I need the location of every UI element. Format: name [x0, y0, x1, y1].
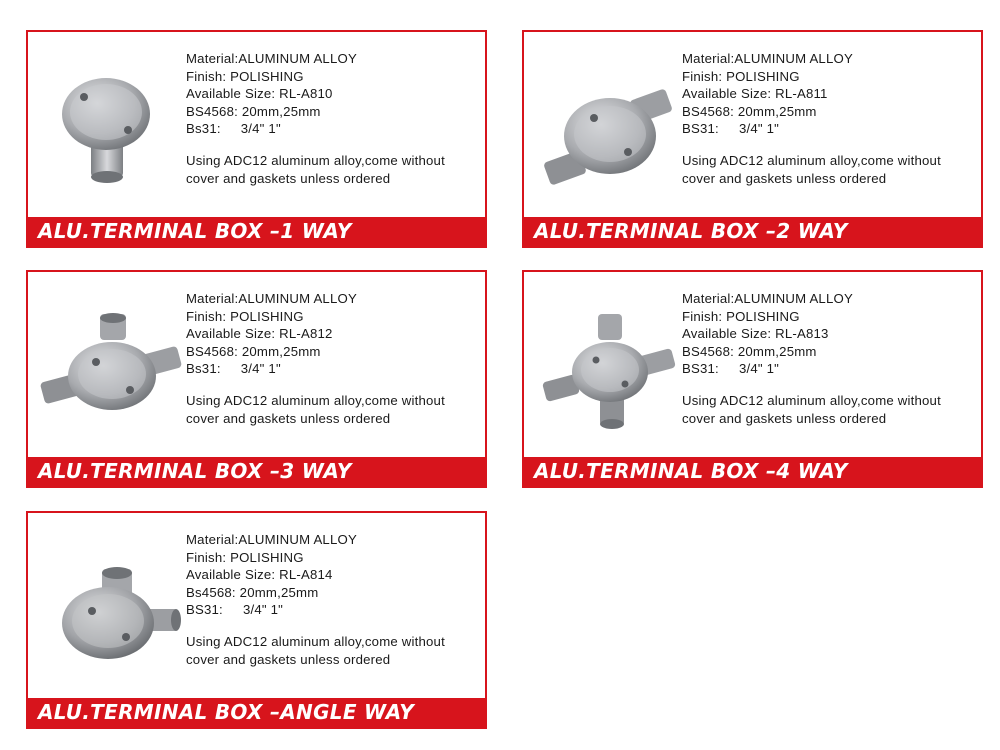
product-specs — [682, 290, 982, 427]
description-text: Using ADC12 aluminum alloy,come without cover and gaskets unless ordered — [186, 633, 445, 667]
bs31-label: BS31: — [682, 361, 719, 377]
product-specs — [186, 290, 486, 427]
bs4568-text: BS4568: 20mm,25mm — [682, 103, 817, 119]
product-card-angle-way — [26, 511, 487, 729]
bs31-label: BS31: — [682, 121, 719, 137]
product-title-banner: ALU.TERMINAL BOX –3 WAY — [28, 457, 485, 486]
bs31-row — [682, 120, 982, 138]
product-card-3-way — [26, 270, 487, 488]
description-text: Using ADC12 aluminum alloy,come without cover and gaskets unless ordered — [186, 392, 445, 426]
product-specs — [186, 531, 486, 668]
description-text: Using ADC12 aluminum alloy,come without cover and gaskets unless ordered — [682, 392, 941, 426]
product-card-2-way — [522, 30, 983, 248]
bs31-row — [186, 601, 486, 619]
material-text: Material:ALUMINUM ALLOY — [186, 51, 357, 66]
bs31-row — [186, 120, 486, 138]
available-size-text: Available Size: RL-A811 — [682, 86, 828, 102]
bs31-row — [186, 360, 486, 378]
bs31-value: 3/4" 1" — [738, 121, 780, 137]
product-card-1-way — [26, 30, 487, 248]
finish-text: Finish: POLISHING — [682, 68, 800, 84]
bs4568-text: BS4568: 20mm,25mm — [682, 343, 817, 359]
available-size-text: Available Size: RL-A812 — [186, 326, 333, 342]
product-specs — [682, 50, 982, 187]
bs31-label: BS31: — [186, 602, 223, 618]
bs31-value: 3/4" 1" — [240, 361, 281, 377]
terminal-box-3-way-photo — [36, 292, 186, 442]
product-title-banner: ALU.TERMINAL BOX –ANGLE WAY — [28, 698, 485, 727]
material-text: Material:ALUMINUM ALLOY — [186, 291, 357, 306]
description-text: Using ADC12 aluminum alloy,come without cover and gaskets unless ordered — [682, 152, 941, 186]
available-size-text: Available Size: RL-A813 — [682, 326, 829, 342]
material-text: Material:ALUMINUM ALLOY — [186, 532, 357, 547]
product-specs — [186, 50, 486, 187]
terminal-box-2-way-photo — [532, 52, 682, 202]
finish-text: Finish: POLISHING — [186, 68, 304, 84]
bs31-value: 3/4" 1" — [242, 602, 284, 618]
terminal-box-4-way-photo — [532, 292, 682, 442]
bs31-value: 3/4" 1" — [240, 121, 281, 137]
available-size-text: Available Size: RL-A810 — [186, 86, 333, 102]
available-size-text: Available Size: RL-A814 — [186, 567, 333, 583]
product-card-4-way — [522, 270, 983, 488]
finish-text: Finish: POLISHING — [186, 308, 304, 324]
material-text: Material:ALUMINUM ALLOY — [682, 291, 853, 306]
finish-text: Finish: POLISHING — [682, 308, 800, 324]
terminal-box-angle-way-photo — [36, 533, 186, 683]
bs31-value: 3/4" 1" — [738, 361, 780, 377]
terminal-box-1-way-photo — [36, 52, 186, 202]
bs31-label: Bs31: — [186, 361, 221, 377]
product-title-banner: ALU.TERMINAL BOX –4 WAY — [524, 457, 981, 486]
product-title-banner: ALU.TERMINAL BOX –1 WAY — [28, 217, 485, 246]
bs4568-text: BS4568: 20mm,25mm — [186, 343, 321, 359]
product-title-banner: ALU.TERMINAL BOX –2 WAY — [524, 217, 981, 246]
bs31-row — [682, 360, 982, 378]
bs4568-text: BS4568: 20mm,25mm — [186, 103, 321, 119]
material-text: Material:ALUMINUM ALLOY — [682, 51, 853, 66]
bs31-label: Bs31: — [186, 121, 221, 137]
bs4568-text: Bs4568: 20mm,25mm — [186, 584, 319, 600]
finish-text: Finish: POLISHING — [186, 549, 304, 565]
description-text: Using ADC12 aluminum alloy,come without cover and gaskets unless ordered — [186, 152, 445, 186]
